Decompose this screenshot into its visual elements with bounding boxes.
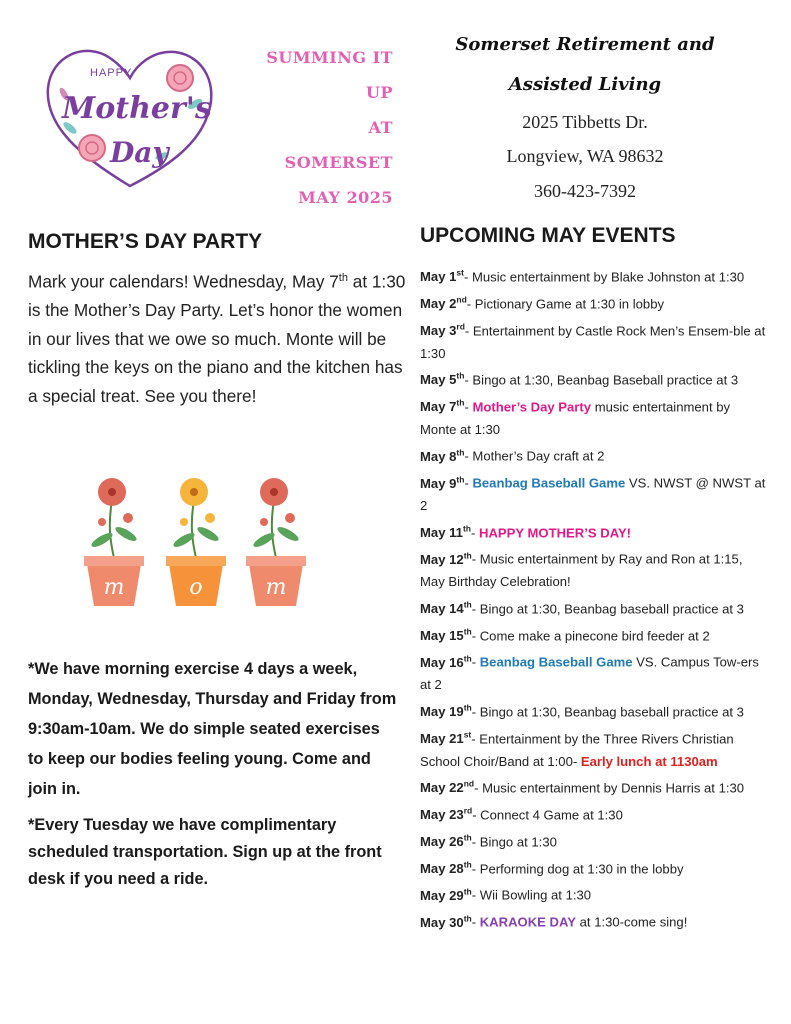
- event-item: [420, 289, 770, 316]
- mom-flower-pots: [80, 470, 320, 620]
- event-text: - Music entertainment by Ray and Ron at 1:15, May Birthday Celebration!: [420, 551, 743, 590]
- event-date: May 15th: [420, 626, 472, 643]
- event-date: May 29th: [420, 886, 472, 903]
- logo-mothers: Mother's: [62, 91, 212, 126]
- event-text: - Bingo at 1:30: [471, 834, 557, 850]
- flower-pot-2: [166, 478, 226, 606]
- summing-line: SOMERSET: [284, 153, 393, 172]
- rose-icon: [167, 65, 193, 91]
- event-item: [420, 621, 770, 648]
- event-text: - Music entertainment by Blake Johnston at 1:30: [463, 269, 745, 285]
- event-date: May 7th: [420, 397, 465, 415]
- transport-note: *Every Tuesday we have complimentary scheduled transportation. Sign up at the front desk if you need a ride.: [28, 816, 382, 888]
- event-date: May 22nd: [420, 779, 475, 796]
- event-date: May 3rd: [420, 321, 465, 339]
- event-text: VS. Campus Tow-ers at 2: [420, 654, 759, 693]
- events-list: [420, 262, 770, 934]
- mothers-day-logo: [40, 36, 220, 196]
- newsletter-title: [233, 40, 393, 215]
- event-highlight: Early lunch at 1130am: [580, 753, 718, 769]
- event-date: May 26th: [420, 832, 472, 850]
- summing-line: AT: [368, 118, 393, 137]
- event-text: -: [464, 399, 473, 415]
- party-intro-b: at 1:30 is the Mother’s Day Party. Let’s honor the women in our lives that we owe so much. Monte will be tickling the keys on the piano and the kitchen has a special treat. See you there!: [28, 271, 406, 406]
- event-item: [420, 441, 770, 468]
- event-item: [420, 316, 770, 365]
- event-text: VS. NWST @ NWST at 2: [420, 475, 766, 514]
- pot-letter: m: [265, 575, 287, 600]
- event-text: - Pictionary Game at 1:30 in lobby: [466, 296, 665, 312]
- event-text: - Come make a pinecone bird feeder at 2: [471, 627, 710, 643]
- event-item: [420, 880, 770, 907]
- event-date: May 28th: [420, 859, 472, 876]
- event-text: - Entertainment by the Three Rivers Christian School Choir/Band at 1:00-: [420, 731, 734, 769]
- event-date: May 1st: [420, 268, 464, 285]
- pot-letter: m: [103, 575, 125, 600]
- party-intro: [28, 264, 406, 410]
- facility-name-line1: Somerset Retirement and: [455, 34, 715, 55]
- summing-line: UP: [366, 83, 393, 102]
- event-date: May 8th: [420, 447, 465, 464]
- party-heading: MOTHER’S DAY PARTY: [28, 230, 263, 253]
- event-highlight: KARAOKE DAY: [479, 914, 576, 930]
- summing-line: SUMMING IT: [266, 48, 393, 67]
- event-item: [420, 262, 770, 289]
- summing-line: MAY 2025: [298, 188, 393, 207]
- event-text: - Performing dog at 1:30 in the lobby: [471, 860, 684, 876]
- exercise-note: *We have morning exercise 4 days a week, Monday, Wednesday, Thursday and Friday from 9:30am-10am. We do simple seated exercises to keep our bodies feeling young. Come and join in.: [28, 660, 397, 798]
- event-item: [420, 827, 770, 854]
- event-date: May 21st: [420, 729, 472, 747]
- event-date: May 2nd: [420, 294, 467, 312]
- facility-city: Longview, WA 98632: [506, 146, 664, 166]
- event-item: [420, 544, 770, 593]
- event-text: - Music entertainment by Dennis Harris at 1:30: [474, 780, 745, 796]
- event-item: [420, 697, 770, 724]
- party-intro-a: Mark your calendars! Wednesday, May 7: [28, 271, 339, 292]
- party-intro-sup: th: [338, 272, 348, 284]
- event-date: May 14th: [420, 599, 472, 617]
- event-item: [420, 773, 770, 800]
- event-text: - Bingo at 1:30, Beanbag baseball practice at 3: [471, 601, 744, 617]
- event-item: [420, 594, 770, 621]
- event-text: -: [471, 654, 480, 670]
- event-item: [420, 724, 770, 773]
- event-highlight: Mother’s Day Party: [472, 399, 592, 415]
- logo-day: Day: [110, 136, 169, 169]
- event-text: -: [471, 914, 480, 930]
- event-item: [420, 365, 770, 392]
- event-date: May 16th: [420, 653, 472, 670]
- event-date: May 9th: [420, 474, 465, 491]
- event-item: [420, 800, 770, 827]
- logo-happy: HAPPY: [90, 67, 133, 79]
- flower-pot-1: [84, 478, 144, 606]
- event-item: [420, 907, 770, 934]
- event-date: May 12th: [420, 550, 472, 567]
- event-text: music entertainment by Monte at 1:30: [420, 399, 731, 437]
- facility-phone: 360-423-7392: [534, 181, 636, 201]
- event-text: -: [470, 524, 479, 540]
- event-text: at 1:30-come sing!: [576, 914, 688, 930]
- event-item: [420, 468, 770, 517]
- event-text: - Mother’s Day craft at 2: [464, 448, 605, 464]
- event-item: [420, 392, 770, 441]
- event-text: - Entertainment by Castle Rock Men’s Ensem-ble at 1:30: [420, 323, 766, 361]
- event-date: May 30th: [420, 913, 472, 930]
- rose-icon: [79, 135, 105, 161]
- event-text: - Wii Bowling at 1:30: [471, 887, 592, 903]
- event-text: - Bingo at 1:30, Beanbag baseball practice at 3: [471, 704, 744, 720]
- flower-pot-3: [246, 478, 306, 606]
- events-heading: UPCOMING MAY EVENTS: [420, 224, 676, 247]
- event-date: May 11th: [420, 523, 471, 540]
- event-date: May 5th: [420, 371, 465, 388]
- event-highlight: Beanbag Baseball Game: [472, 475, 626, 491]
- event-text: -: [464, 475, 473, 491]
- event-highlight: Beanbag Baseball Game: [479, 654, 633, 670]
- event-text: - Connect 4 Game at 1:30: [472, 807, 623, 823]
- event-highlight: HAPPY MOTHER’S DAY!: [478, 524, 632, 540]
- facility-address: 2025 Tibbetts Dr.: [522, 112, 648, 132]
- facility-name-line2: Assisted Living: [508, 74, 662, 95]
- event-item: [420, 647, 770, 696]
- pot-letter: o: [189, 575, 203, 600]
- event-date: May 19th: [420, 702, 472, 720]
- event-date: May 23rd: [420, 805, 473, 823]
- event-text: - Bingo at 1:30, Beanbag Baseball practice at 3: [464, 372, 739, 388]
- event-item: [420, 854, 770, 881]
- event-item: [420, 518, 770, 545]
